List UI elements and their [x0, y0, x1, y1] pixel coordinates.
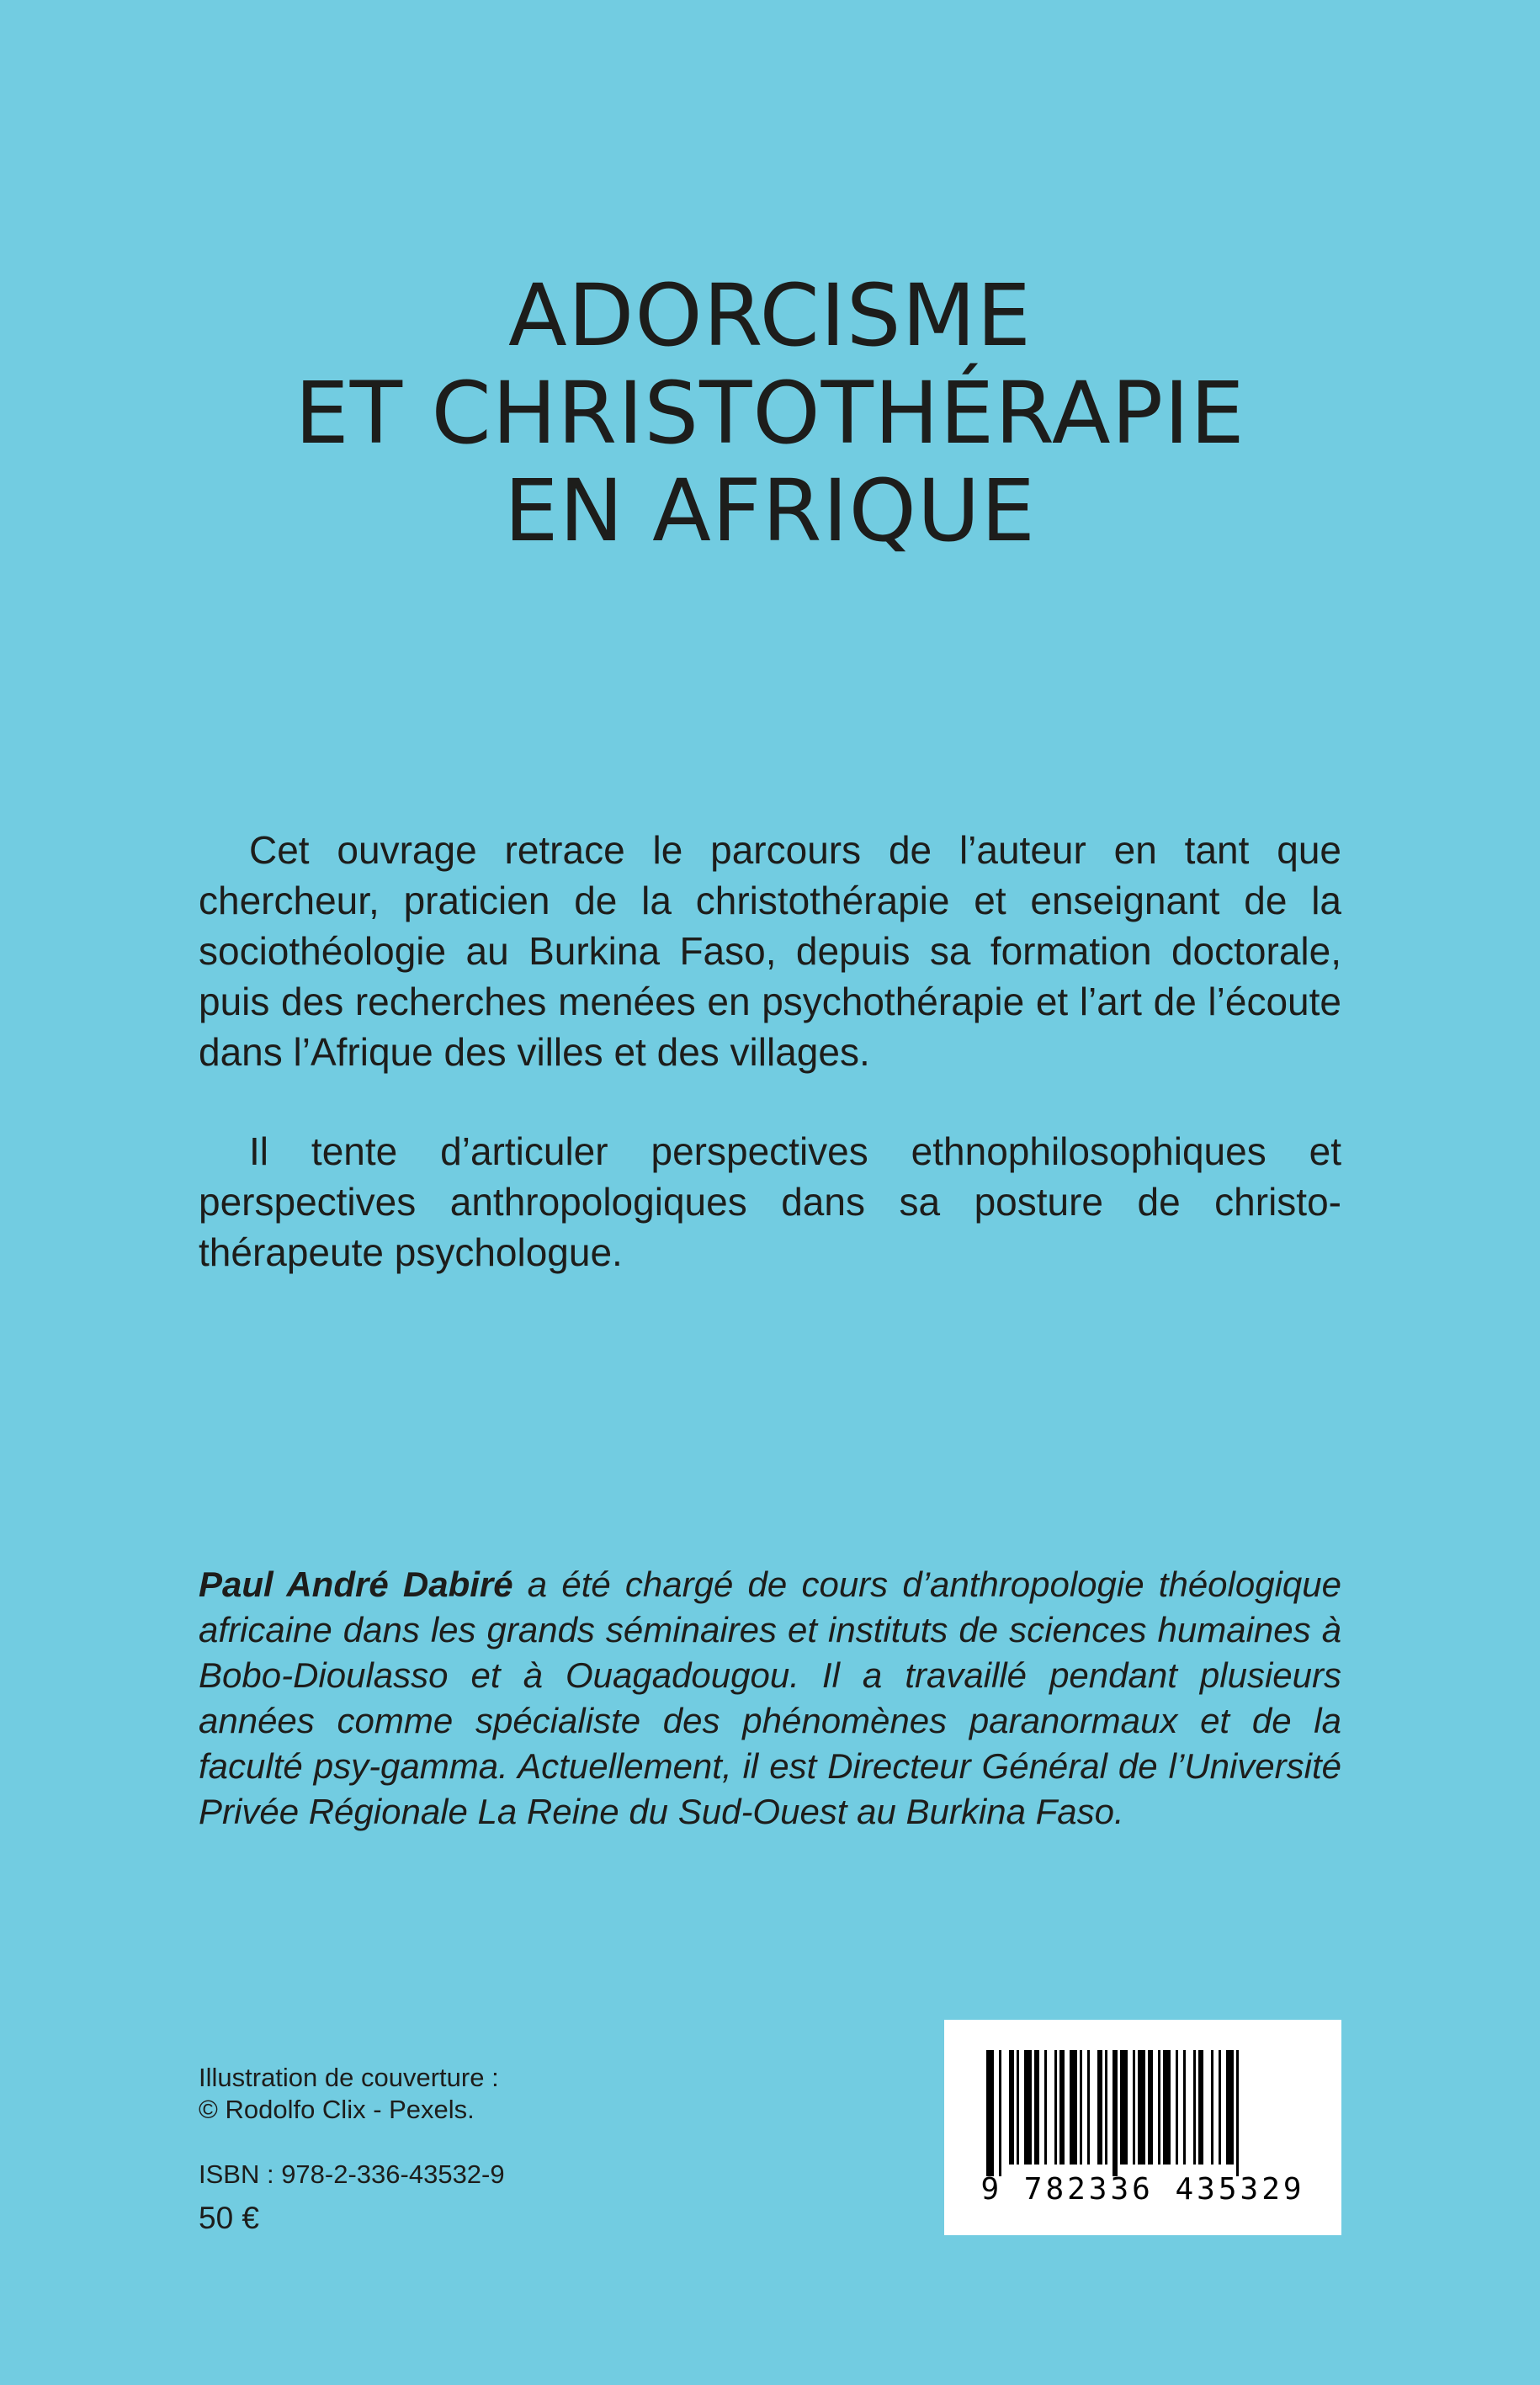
isbn-number: ISBN : 978-2-336-43532-9 [199, 2159, 505, 2189]
barcode-bar [1120, 2050, 1128, 2165]
barcode-bar [1138, 2050, 1145, 2165]
barcode-bar [1024, 2050, 1032, 2165]
barcode-bar [1017, 2050, 1019, 2165]
price: 50 € [199, 2201, 260, 2235]
summary-paragraph-1: Cet ouvrage retrace le parcours de l’auteur en tant que chercheur, praticien de la christothérapie et enseignant de la sociothéologie au Burkina Faso, depuis sa formation doctorale, puis des recherches menées en psychothérapie et l’art de l’écoute dans l’Afrique des villes et des villages. [199, 828, 1341, 1074]
book-summary [199, 825, 1341, 1326]
barcode-bar [1009, 2050, 1014, 2165]
author-name: Paul André Dabiré [199, 1564, 513, 1604]
barcode-bar [1211, 2050, 1213, 2165]
barcode-bar [1158, 2050, 1160, 2165]
summary-paragraph-2: Il tente d’articuler perspectives ethnophilosophiques et perspectives anthropologiques dans sa posture de christo-thérapeute psychologue. [199, 1129, 1341, 1274]
barcode-digits: 9 782336 435329 [980, 2172, 1305, 2207]
barcode-bar [1236, 2050, 1239, 2176]
barcode-bar [1097, 2050, 1102, 2165]
barcode-bar [1183, 2050, 1186, 2165]
barcode-bar [1087, 2050, 1090, 2165]
credits-label: Illustration de couverture : [199, 2063, 499, 2092]
barcode-bar [1105, 2050, 1107, 2165]
barcode-bar [1226, 2050, 1234, 2165]
barcode-bar [1193, 2050, 1196, 2165]
barcode-bar [1070, 2050, 1077, 2165]
barcode-bar [1034, 2050, 1039, 2165]
barcode-bar [1054, 2050, 1057, 2165]
title-line-3: EN AFRIQUE [504, 461, 1036, 561]
barcode-bar [999, 2050, 1001, 2176]
barcode-bar [1176, 2050, 1178, 2165]
title-line-1: ADORCISME [508, 266, 1032, 366]
barcode-bar [1059, 2050, 1065, 2165]
barcode-bar [1133, 2050, 1135, 2165]
book-title [0, 268, 1540, 560]
author-bio [199, 1562, 1341, 1835]
barcode-bar [1113, 2050, 1118, 2176]
barcode-bar [986, 2050, 994, 2176]
barcode-bar [1219, 2050, 1221, 2165]
barcode-bar [1080, 2050, 1082, 2165]
barcode-bar [1198, 2050, 1203, 2165]
author-bio-text: a été chargé de cours d’anthropologie théologique africaine dans les grands séminaires et instituts de sciences humaines à Bobo-Dioulasso et à Ouagadougou. Il a travaillé pendant plusieurs années comme spécialiste des phénomènes paranormaux et de la faculté psy-gamma. Actuellement, il est Directeur Général de l’Université Privée Régionale La Reine du Sud-Ouest au Burkina Faso. [199, 1564, 1341, 1831]
barcode-bar [1163, 2050, 1171, 2165]
barcode-bar [1148, 2050, 1153, 2165]
barcode-bars-icon [986, 2050, 1299, 2176]
barcode [944, 2020, 1341, 2235]
illustration-credits [199, 2062, 788, 2126]
title-line-2: ET CHRISTOTHÉRAPIE [295, 364, 1245, 464]
credits-source: © Rodolfo Clix - Pexels. [199, 2095, 475, 2124]
barcode-bar [1044, 2050, 1047, 2165]
